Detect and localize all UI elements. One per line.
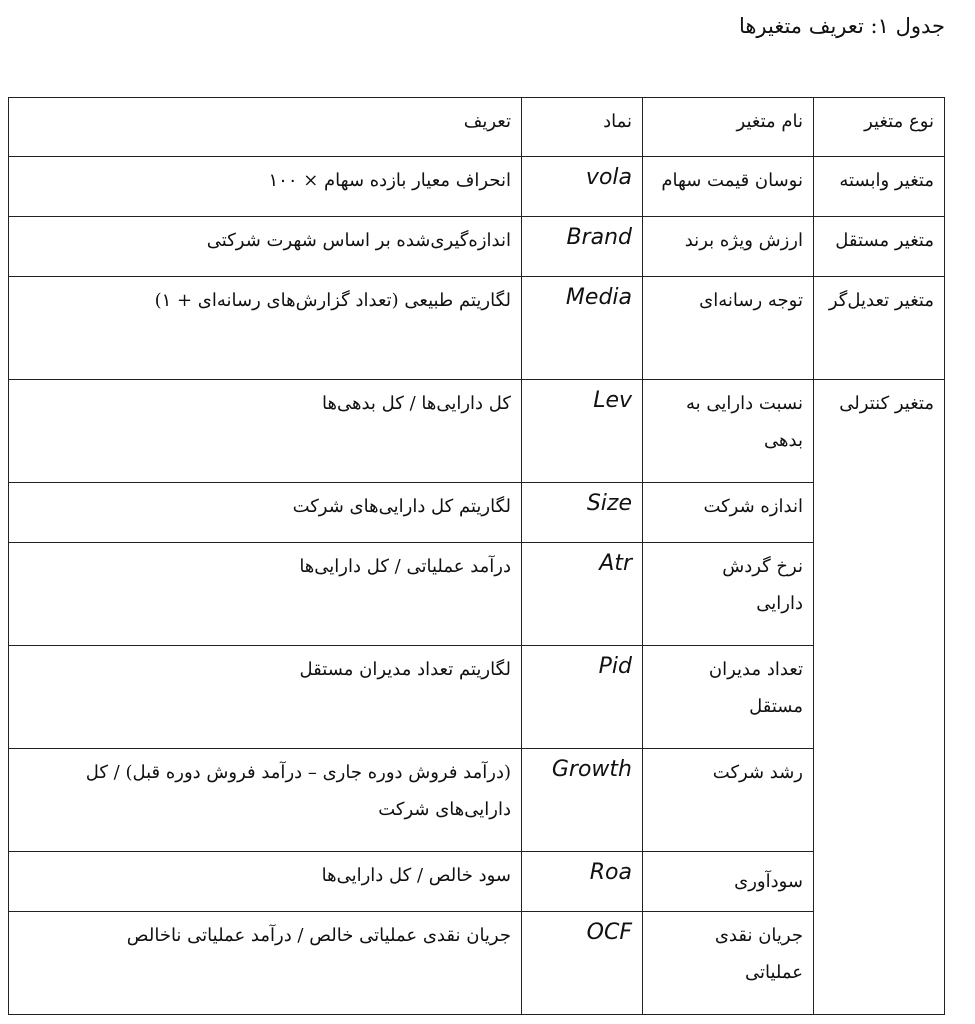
group-moderator: متغیر تعدیل‌گر	[814, 277, 945, 380]
variable-name: ارزش ویژه برند	[643, 217, 814, 277]
table-row	[9, 646, 945, 749]
variable-symbol: OCF	[522, 912, 643, 1015]
variable-name: نسبت دارایی به بدهی	[643, 380, 814, 483]
variable-name: سودآوری	[643, 852, 814, 912]
group-dependent: متغیر وابسته	[814, 157, 945, 217]
table-row	[9, 543, 945, 646]
variable-definition: درآمد عملیاتی / کل دارایی‌ها	[9, 543, 522, 646]
variable-symbol: Growth	[522, 749, 643, 852]
group-control: متغیر کنترلی	[814, 380, 945, 1015]
header-type: نوع متغیر	[814, 98, 945, 157]
variable-symbol: Atr	[522, 543, 643, 646]
table-row	[9, 912, 945, 1015]
variable-symbol: vola	[522, 157, 643, 217]
variable-symbol: Brand	[522, 217, 643, 277]
variable-definition: لگاریتم طبیعی (تعداد گزارش‌های رسانه‌ای + ۱)	[9, 277, 522, 380]
table-row	[9, 749, 945, 852]
header-name: نام متغیر	[643, 98, 814, 157]
variable-name: جریان نقدی عملیاتی	[643, 912, 814, 1015]
header-symbol: نماد	[522, 98, 643, 157]
table-row	[9, 277, 945, 380]
variable-definition: کل دارایی‌ها / کل بدهی‌ها	[9, 380, 522, 483]
variable-definition: جریان نقدی عملیاتی خالص / درآمد عملیاتی ناخالص	[9, 912, 522, 1015]
variable-definition: انحراف معیار بازده سهام × ۱۰۰	[9, 157, 522, 217]
table-header-row	[9, 98, 945, 157]
variable-definition: لگاریتم تعداد مدیران مستقل	[9, 646, 522, 749]
variable-symbol: Lev	[522, 380, 643, 483]
variable-name: توجه رسانه‌ای	[643, 277, 814, 380]
group-independent: متغیر مستقل	[814, 217, 945, 277]
variable-symbol: Media	[522, 277, 643, 380]
variable-name: نرخ گردش دارایی	[643, 543, 814, 646]
table-row	[9, 217, 945, 277]
variable-definition: لگاریتم کل دارایی‌های شرکت	[9, 483, 522, 543]
variable-symbol: Roa	[522, 852, 643, 912]
variable-name: نوسان قیمت سهام	[643, 157, 814, 217]
table-row	[9, 380, 945, 483]
header-definition: تعریف	[9, 98, 522, 157]
table-row	[9, 157, 945, 217]
variable-definition: اندازه‌گیری‌شده بر اساس شهرت شرکتی	[9, 217, 522, 277]
table-caption: جدول ۱: تعریف متغیرها	[738, 14, 945, 38]
variable-definition: (درآمد فروش دوره جاری – درآمد فروش دوره قبل) / کل دارایی‌های شرکت	[9, 749, 522, 852]
table-row	[9, 483, 945, 543]
variables-table	[8, 97, 945, 1015]
variable-name: تعداد مدیران مستقل	[643, 646, 814, 749]
variable-symbol: Pid	[522, 646, 643, 749]
variable-definition: سود خالص / کل دارایی‌ها	[9, 852, 522, 912]
variable-name: اندازه شرکت	[643, 483, 814, 543]
table-row	[9, 852, 945, 912]
variable-name: رشد شرکت	[643, 749, 814, 852]
variable-symbol: Size	[522, 483, 643, 543]
